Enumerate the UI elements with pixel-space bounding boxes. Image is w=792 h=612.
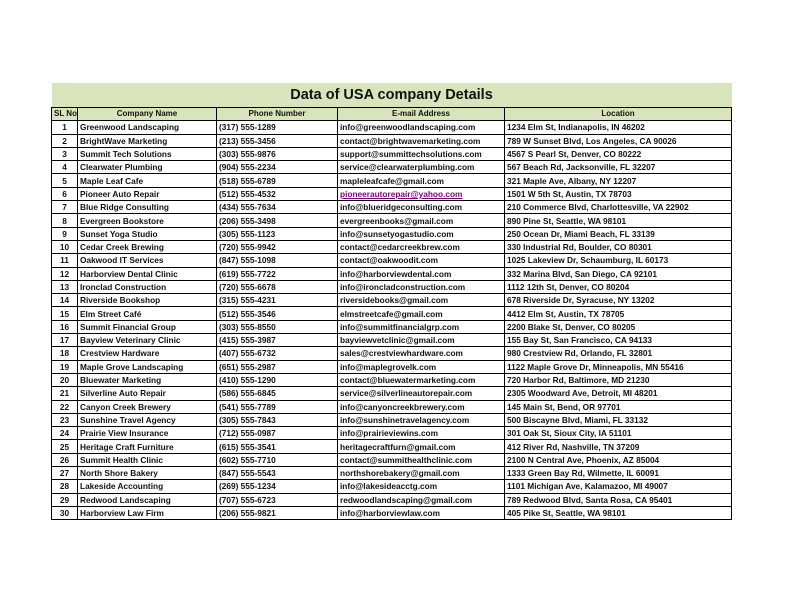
company-name-cell: Elm Street Café: [78, 307, 217, 320]
header-row: [52, 108, 732, 121]
email-cell: info@lakesideacctg.com: [338, 480, 505, 493]
phone-cell: (206) 555-3498: [217, 214, 338, 227]
table-row: [52, 121, 732, 134]
sl-no-cell: 14: [52, 294, 78, 307]
email-cell: contact@brightwavemarketing.com: [338, 134, 505, 147]
sl-no-cell: 24: [52, 427, 78, 440]
location-cell: 890 Pine St, Seattle, WA 98101: [505, 214, 732, 227]
sl-no-cell: 22: [52, 400, 78, 413]
phone-cell: (707) 555-6723: [217, 493, 338, 506]
location-cell: 500 Biscayne Blvd, Miami, FL 33132: [505, 413, 732, 426]
phone-cell: (303) 555-9876: [217, 147, 338, 160]
email-link[interactable]: pioneerautorepair@yahoo.com: [340, 188, 463, 199]
company-name-cell: Maple Grove Landscaping: [78, 360, 217, 373]
sl-no-cell: 30: [52, 506, 78, 519]
table-row: [52, 267, 732, 280]
email-cell: info@sunsetyogastudio.com: [338, 227, 505, 240]
company-name-cell: Canyon Creek Brewery: [78, 400, 217, 413]
sl-no-cell: 3: [52, 147, 78, 160]
company-name-cell: Maple Leaf Cafe: [78, 174, 217, 187]
table-row: [52, 387, 732, 400]
phone-cell: (720) 555-6678: [217, 280, 338, 293]
phone-cell: (512) 555-4532: [217, 187, 338, 200]
location-cell: 145 Main St, Bend, OR 97701: [505, 400, 732, 413]
company-name-cell: Evergreen Bookstore: [78, 214, 217, 227]
sl-no-cell: 11: [52, 254, 78, 267]
table-row: [52, 161, 732, 174]
company-name-cell: Heritage Craft Furniture: [78, 440, 217, 453]
location-cell: 2100 N Central Ave, Phoenix, AZ 85004: [505, 453, 732, 466]
location-cell: 2200 Blake St, Denver, CO 80205: [505, 320, 732, 333]
location-cell: 1333 Green Bay Rd, Wilmette, IL 60091: [505, 467, 732, 480]
sl-no-cell: 25: [52, 440, 78, 453]
table-row: [52, 294, 732, 307]
email-cell: heritagecraftfurn@gmail.com: [338, 440, 505, 453]
sl-no-cell: 27: [52, 467, 78, 480]
phone-cell: (434) 555-7634: [217, 201, 338, 214]
company-name-cell: Ironclad Construction: [78, 280, 217, 293]
company-name-cell: Crestview Hardware: [78, 347, 217, 360]
table-row: [52, 493, 732, 506]
phone-cell: (651) 555-2987: [217, 360, 338, 373]
table-row: [52, 427, 732, 440]
location-cell: 301 Oak St, Sioux City, IA 51101: [505, 427, 732, 440]
phone-cell: (213) 555-3456: [217, 134, 338, 147]
email-cell: contact@summithealthclinic.com: [338, 453, 505, 466]
email-cell: info@prairieviewins.com: [338, 427, 505, 440]
location-cell: 1234 Elm St, Indianapolis, IN 46202: [505, 121, 732, 134]
phone-cell: (410) 555-1290: [217, 373, 338, 386]
sl-no-cell: 4: [52, 161, 78, 174]
table-row: [52, 400, 732, 413]
email-cell: evergreenbooks@gmail.com: [338, 214, 505, 227]
phone-cell: (315) 555-4231: [217, 294, 338, 307]
email-cell: info@greenwoodlandscaping.com: [338, 121, 505, 134]
sl-no-cell: 28: [52, 480, 78, 493]
sl-no-cell: 21: [52, 387, 78, 400]
email-cell: service@clearwaterplumbing.com: [338, 161, 505, 174]
company-details-table: [51, 83, 732, 520]
phone-cell: (303) 555-8550: [217, 320, 338, 333]
email-cell: info@sunshinetravelagency.com: [338, 413, 505, 426]
email-cell: service@silverlineautorepair.com: [338, 387, 505, 400]
location-cell: 980 Crestview Rd, Orlando, FL 32801: [505, 347, 732, 360]
phone-cell: (512) 555-3546: [217, 307, 338, 320]
table-row: [52, 254, 732, 267]
location-cell: 789 Redwood Blvd, Santa Rosa, CA 95401: [505, 493, 732, 506]
company-name-cell: North Shore Bakery: [78, 467, 217, 480]
sl-no-cell: 29: [52, 493, 78, 506]
company-name-cell: Riverside Bookshop: [78, 294, 217, 307]
company-name-cell: Blue Ridge Consulting: [78, 201, 217, 214]
company-name-cell: BrightWave Marketing: [78, 134, 217, 147]
sl-no-cell: 10: [52, 240, 78, 253]
header-sl-no: SL No: [52, 108, 78, 121]
sl-no-cell: 20: [52, 373, 78, 386]
email-cell: riversidebooks@gmail.com: [338, 294, 505, 307]
table-row: [52, 187, 732, 200]
company-name-cell: Bluewater Marketing: [78, 373, 217, 386]
company-name-cell: Lakeside Accounting: [78, 480, 217, 493]
sl-no-cell: 12: [52, 267, 78, 280]
phone-cell: (305) 555-1123: [217, 227, 338, 240]
sl-no-cell: 16: [52, 320, 78, 333]
location-cell: 321 Maple Ave, Albany, NY 12207: [505, 174, 732, 187]
email-cell: redwoodlandscaping@gmail.com: [338, 493, 505, 506]
location-cell: 1025 Lakeview Dr, Schaumburg, IL 60173: [505, 254, 732, 267]
location-cell: 678 Riverside Dr, Syracuse, NY 13202: [505, 294, 732, 307]
company-name-cell: Clearwater Plumbing: [78, 161, 217, 174]
email-cell: info@ironcladconstruction.com: [338, 280, 505, 293]
email-cell: info@harborviewdental.com: [338, 267, 505, 280]
sl-no-cell: 17: [52, 334, 78, 347]
sl-no-cell: 8: [52, 214, 78, 227]
company-name-cell: Harborview Law Firm: [78, 506, 217, 519]
location-cell: 4567 S Pearl St, Denver, CO 80222: [505, 147, 732, 160]
email-cell: sales@crestviewhardware.com: [338, 347, 505, 360]
header-email: E-mail Address: [338, 108, 505, 121]
company-name-cell: Sunset Yoga Studio: [78, 227, 217, 240]
email-cell: contact@cedarcreekbrew.com: [338, 240, 505, 253]
email-cell: northshorebakery@gmail.com: [338, 467, 505, 480]
location-cell: 2305 Woodward Ave, Detroit, MI 48201: [505, 387, 732, 400]
email-cell: bayviewvetclinic@gmail.com: [338, 334, 505, 347]
table-row: [52, 174, 732, 187]
location-cell: 4412 Elm St, Austin, TX 78705: [505, 307, 732, 320]
company-name-cell: Redwood Landscaping: [78, 493, 217, 506]
sl-no-cell: 6: [52, 187, 78, 200]
table-row: [52, 201, 732, 214]
phone-cell: (847) 555-1098: [217, 254, 338, 267]
table-row: [52, 134, 732, 147]
sl-no-cell: 19: [52, 360, 78, 373]
location-cell: 1112 12th St, Denver, CO 80204: [505, 280, 732, 293]
email-cell: info@harborviewlaw.com: [338, 506, 505, 519]
location-cell: 1122 Maple Grove Dr, Minneapolis, MN 55416: [505, 360, 732, 373]
location-cell: 1501 W 5th St, Austin, TX 78703: [505, 187, 732, 200]
email-cell: info@summitfinancialgrp.com: [338, 320, 505, 333]
table-row: [52, 467, 732, 480]
company-name-cell: Prairie View Insurance: [78, 427, 217, 440]
phone-cell: (586) 555-6845: [217, 387, 338, 400]
company-name-cell: Harborview Dental Clinic: [78, 267, 217, 280]
sl-no-cell: 2: [52, 134, 78, 147]
table-row: [52, 147, 732, 160]
location-cell: 412 River Rd, Nashville, TN 37209: [505, 440, 732, 453]
table-row: [52, 320, 732, 333]
phone-cell: (712) 555-0987: [217, 427, 338, 440]
email-cell: mapleleafcafe@gmail.com: [338, 174, 505, 187]
location-cell: 1101 Michigan Ave, Kalamazoo, MI 49007: [505, 480, 732, 493]
location-cell: 720 Harbor Rd, Baltimore, MD 21230: [505, 373, 732, 386]
sl-no-cell: 9: [52, 227, 78, 240]
phone-cell: (305) 555-7843: [217, 413, 338, 426]
sl-no-cell: 18: [52, 347, 78, 360]
phone-cell: (602) 555-7710: [217, 453, 338, 466]
table-row: [52, 453, 732, 466]
sl-no-cell: 1: [52, 121, 78, 134]
table-row: [52, 240, 732, 253]
sl-no-cell: 26: [52, 453, 78, 466]
location-cell: 789 W Sunset Blvd, Los Angeles, CA 90026: [505, 134, 732, 147]
company-name-cell: Summit Financial Group: [78, 320, 217, 333]
email-cell: elmstreetcafe@gmail.com: [338, 307, 505, 320]
email-cell: info@maplegrovelk.com: [338, 360, 505, 373]
table-row: [52, 373, 732, 386]
company-name-cell: Sunshine Travel Agency: [78, 413, 217, 426]
sl-no-cell: 15: [52, 307, 78, 320]
phone-cell: (720) 555-9942: [217, 240, 338, 253]
header-location: Location: [505, 108, 732, 121]
header-company-name: Company Name: [78, 108, 217, 121]
table-row: [52, 506, 732, 519]
phone-cell: (317) 555-1289: [217, 121, 338, 134]
company-name-cell: Greenwood Landscaping: [78, 121, 217, 134]
phone-cell: (904) 555-2234: [217, 161, 338, 174]
email-cell: support@summittechsolutions.com: [338, 147, 505, 160]
company-name-cell: Silverline Auto Repair: [78, 387, 217, 400]
location-cell: 210 Commerce Blvd, Charlottesville, VA 22902: [505, 201, 732, 214]
phone-cell: (619) 555-7722: [217, 267, 338, 280]
table-row: [52, 227, 732, 240]
location-cell: 567 Beach Rd, Jacksonville, FL 32207: [505, 161, 732, 174]
phone-cell: (615) 555-3541: [217, 440, 338, 453]
company-name-cell: Summit Tech Solutions: [78, 147, 217, 160]
table-row: [52, 360, 732, 373]
phone-cell: (847) 555-5543: [217, 467, 338, 480]
phone-cell: (541) 555-7789: [217, 400, 338, 413]
sl-no-cell: 23: [52, 413, 78, 426]
phone-cell: (518) 555-6789: [217, 174, 338, 187]
sl-no-cell: 13: [52, 280, 78, 293]
location-cell: 405 Pike St, Seattle, WA 98101: [505, 506, 732, 519]
table-row: [52, 334, 732, 347]
email-cell: info@blueridgeconsulting.com: [338, 201, 505, 214]
location-cell: 330 Industrial Rd, Boulder, CO 80301: [505, 240, 732, 253]
table-row: [52, 413, 732, 426]
company-name-cell: Summit Health Clinic: [78, 453, 217, 466]
email-cell: info@canyoncreekbrewery.com: [338, 400, 505, 413]
location-cell: 250 Ocean Dr, Miami Beach, FL 33139: [505, 227, 732, 240]
location-cell: 332 Marina Blvd, San Diego, CA 92101: [505, 267, 732, 280]
email-cell: contact@bluewatermarketing.com: [338, 373, 505, 386]
table-row: [52, 480, 732, 493]
table-title: Data of USA company Details: [52, 83, 732, 108]
phone-cell: (206) 555-9821: [217, 506, 338, 519]
header-phone: Phone Number: [217, 108, 338, 121]
table-row: [52, 307, 732, 320]
sl-no-cell: 7: [52, 201, 78, 214]
table-row: [52, 214, 732, 227]
phone-cell: (269) 555-1234: [217, 480, 338, 493]
company-name-cell: Bayview Veterinary Clinic: [78, 334, 217, 347]
phone-cell: (415) 555-3987: [217, 334, 338, 347]
location-cell: 155 Bay St, San Francisco, CA 94133: [505, 334, 732, 347]
table-row: [52, 347, 732, 360]
sl-no-cell: 5: [52, 174, 78, 187]
phone-cell: (407) 555-6732: [217, 347, 338, 360]
email-cell: contact@oakwoodit.com: [338, 254, 505, 267]
table-row: [52, 280, 732, 293]
company-name-cell: Cedar Creek Brewing: [78, 240, 217, 253]
company-name-cell: Oakwood IT Services: [78, 254, 217, 267]
email-cell: [338, 187, 505, 200]
table-row: [52, 440, 732, 453]
company-name-cell: Pioneer Auto Repair: [78, 187, 217, 200]
